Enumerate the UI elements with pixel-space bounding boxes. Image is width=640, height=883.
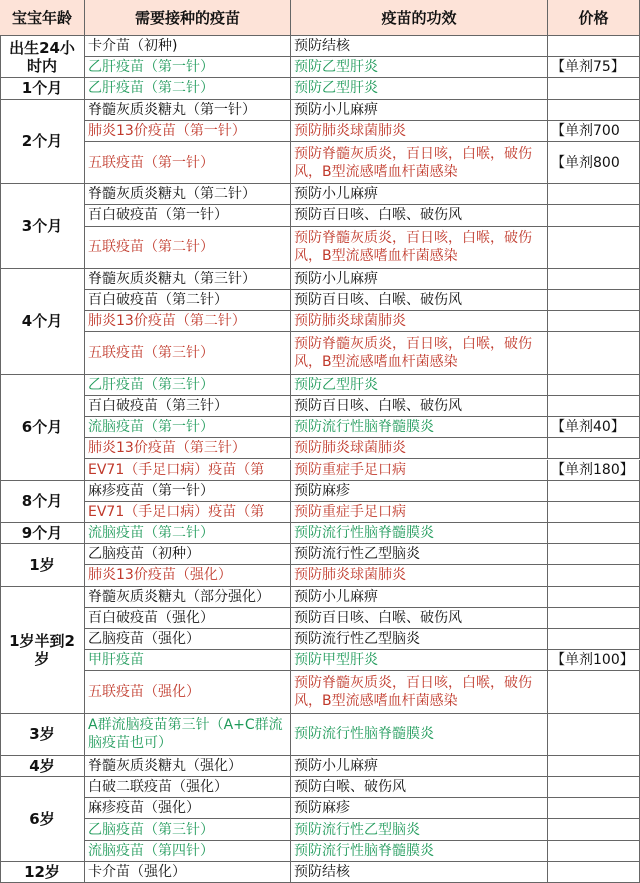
effect-cell: 预防重症手足口病 [291, 460, 548, 481]
effect-cell: 预防麻疹 [291, 798, 548, 819]
effect-cell: 预防百日咳、白喉、破伤风 [291, 396, 548, 417]
age-cell: 1个月 [0, 78, 85, 99]
effect-cell: 预防甲型肝炎 [291, 650, 548, 671]
price-cell [548, 862, 640, 883]
effect-cell: 预防白喉、破伤风 [291, 777, 548, 798]
age-cell: 3个月 [0, 184, 85, 269]
vaccine-cell: 脊髓灰质炎糖丸（第二针） [85, 184, 291, 205]
effect-cell: 预防小儿麻痹 [291, 587, 548, 608]
vaccine-cell: 百白破疫苗（第一针） [85, 205, 291, 226]
price-cell [548, 184, 640, 205]
vaccine-cell: 五联疫苗（第三针） [85, 332, 291, 374]
price-cell [548, 502, 640, 523]
effect-cell: 预防小儿麻痹 [291, 756, 548, 777]
effect-cell: 预防流行性脑脊髓膜炎 [291, 714, 548, 756]
price-cell [548, 36, 640, 57]
price-cell [548, 756, 640, 777]
price-cell: 【单剂180】 [548, 460, 640, 481]
effect-cell: 预防流行性乙型脑炎 [291, 819, 548, 840]
vaccine-cell: 流脑疫苗（第一针） [85, 417, 291, 438]
vaccine-cell: 乙脑疫苗（第三针） [85, 819, 291, 840]
vaccine-cell: 肺炎13价疫苗（强化） [85, 565, 291, 586]
price-cell [548, 375, 640, 396]
vaccine-cell: 白破二联疫苗（强化） [85, 777, 291, 798]
price-cell [548, 481, 640, 502]
effect-cell: 预防流行性乙型脑炎 [291, 629, 548, 650]
price-cell [548, 798, 640, 819]
effect-cell: 预防结核 [291, 36, 548, 57]
vaccine-cell: 脊髓灰质炎糖丸（第三针） [85, 269, 291, 290]
vaccine-cell: 卡介苗（初种) [85, 36, 291, 57]
price-cell [548, 523, 640, 544]
age-cell: 2个月 [0, 100, 85, 185]
vaccine-cell: 肺炎13价疫苗（第一针） [85, 121, 291, 142]
effect-cell: 预防肺炎球菌肺炎 [291, 438, 548, 459]
price-cell [548, 544, 640, 565]
vaccine-cell: 百白破疫苗（第三针） [85, 396, 291, 417]
price-cell [548, 438, 640, 459]
price-cell [548, 227, 640, 269]
price-cell: 【单剂75】 [548, 57, 640, 78]
price-cell [548, 841, 640, 862]
price-cell [548, 629, 640, 650]
vaccine-cell: 脊髓灰质炎糖丸（强化） [85, 756, 291, 777]
price-cell [548, 269, 640, 290]
age-cell: 4个月 [0, 269, 85, 375]
age-cell: 6岁 [0, 777, 85, 862]
price-cell [548, 714, 640, 756]
price-cell [548, 332, 640, 374]
vaccine-cell: 百白破疫苗（第二针） [85, 290, 291, 311]
effect-cell: 预防小儿麻痹 [291, 100, 548, 121]
vaccine-cell: 乙肝疫苗（第三针） [85, 375, 291, 396]
header-price: 价格 [548, 0, 640, 36]
vaccine-cell: 乙脑疫苗（初种） [85, 544, 291, 565]
age-cell: 1岁半到2岁 [0, 587, 85, 714]
age-cell: 4岁 [0, 756, 85, 777]
effect-cell: 预防百日咳、白喉、破伤风 [291, 290, 548, 311]
effect-cell: 预防流行性乙型脑炎 [291, 544, 548, 565]
effect-cell: 预防肺炎球菌肺炎 [291, 311, 548, 332]
age-cell: 6个月 [0, 375, 85, 481]
vaccine-cell: A群流脑疫苗第三针（A+C群流脑疫苗也可） [85, 714, 291, 756]
price-cell: 【单剂40】 [548, 417, 640, 438]
header-effect: 疫苗的功效 [291, 0, 548, 36]
effect-cell: 预防乙型肝炎 [291, 57, 548, 78]
vaccine-cell: EV71（手足口病）疫苗（第 [85, 502, 291, 523]
vaccine-cell: 流脑疫苗（第二针） [85, 523, 291, 544]
vaccine-cell: 百白破疫苗（强化） [85, 608, 291, 629]
price-cell [548, 290, 640, 311]
vaccine-cell: 流脑疫苗（第四针） [85, 841, 291, 862]
vaccine-cell: 肺炎13价疫苗（第二针） [85, 311, 291, 332]
effect-cell: 预防乙型肝炎 [291, 78, 548, 99]
effect-cell: 预防肺炎球菌肺炎 [291, 121, 548, 142]
effect-cell: 预防百日咳、白喉、破伤风 [291, 205, 548, 226]
effect-cell: 预防乙型肝炎 [291, 375, 548, 396]
effect-cell: 预防流行性脑脊髓膜炎 [291, 417, 548, 438]
vaccine-cell: EV71（手足口病）疫苗（第 [85, 460, 291, 481]
vaccine-cell: 肺炎13价疫苗（第三针） [85, 438, 291, 459]
price-cell [548, 777, 640, 798]
vaccine-cell: 麻疹疫苗（强化） [85, 798, 291, 819]
price-cell: 【单剂800 [548, 142, 640, 184]
effect-cell: 预防脊髓灰质炎，百日咳，白喉，破伤风，B型流感嗜血杆菌感染 [291, 227, 548, 269]
vaccine-cell: 乙肝疫苗（第一针） [85, 57, 291, 78]
effect-cell: 预防流行性脑脊髓膜炎 [291, 841, 548, 862]
age-cell: 9个月 [0, 523, 85, 544]
age-cell: 3岁 [0, 714, 85, 756]
effect-cell: 预防脊髓灰质炎，百日咳，白喉，破伤风，B型流感嗜血杆菌感染 [291, 142, 548, 184]
price-cell [548, 100, 640, 121]
effect-cell: 预防小儿麻痹 [291, 269, 548, 290]
price-cell [548, 78, 640, 99]
age-cell: 8个月 [0, 481, 85, 523]
effect-cell: 预防小儿麻痹 [291, 184, 548, 205]
vaccine-cell: 乙脑疫苗（强化） [85, 629, 291, 650]
effect-cell: 预防重症手足口病 [291, 502, 548, 523]
vaccine-cell: 五联疫苗（强化） [85, 671, 291, 713]
price-cell [548, 671, 640, 713]
effect-cell: 预防麻疹 [291, 481, 548, 502]
price-cell [548, 311, 640, 332]
effect-cell: 预防百日咳、白喉、破伤风 [291, 608, 548, 629]
effect-cell: 预防结核 [291, 862, 548, 883]
effect-cell: 预防脊髓灰质炎，百日咳，白喉，破伤风，B型流感嗜血杆菌感染 [291, 332, 548, 374]
price-cell [548, 205, 640, 226]
vaccine-cell: 脊髓灰质炎糖丸（部分强化） [85, 587, 291, 608]
age-cell: 1岁 [0, 544, 85, 586]
price-cell [548, 587, 640, 608]
price-cell: 【单剂700 [548, 121, 640, 142]
vaccine-cell: 五联疫苗（第二针） [85, 227, 291, 269]
vaccine-cell: 五联疫苗（第一针） [85, 142, 291, 184]
vaccine-cell: 麻疹疫苗（第一针） [85, 481, 291, 502]
vaccine-cell: 卡介苗（强化） [85, 862, 291, 883]
header-age: 宝宝年龄 [0, 0, 85, 36]
effect-cell: 预防脊髓灰质炎，百日咳，白喉，破伤风，B型流感嗜血杆菌感染 [291, 671, 548, 713]
effect-cell: 预防肺炎球菌肺炎 [291, 565, 548, 586]
price-cell [548, 565, 640, 586]
vaccine-cell: 甲肝疫苗 [85, 650, 291, 671]
price-cell [548, 396, 640, 417]
age-cell: 12岁 [0, 862, 85, 883]
age-cell: 出生24小时内 [0, 36, 85, 78]
header-vaccine: 需要接种的疫苗 [85, 0, 291, 36]
price-cell: 【单剂100】 [548, 650, 640, 671]
vaccine-cell: 乙肝疫苗（第二针） [85, 78, 291, 99]
vaccine-cell: 脊髓灰质炎糖丸（第一针） [85, 100, 291, 121]
price-cell [548, 819, 640, 840]
price-cell [548, 608, 640, 629]
effect-cell: 预防流行性脑脊髓膜炎 [291, 523, 548, 544]
